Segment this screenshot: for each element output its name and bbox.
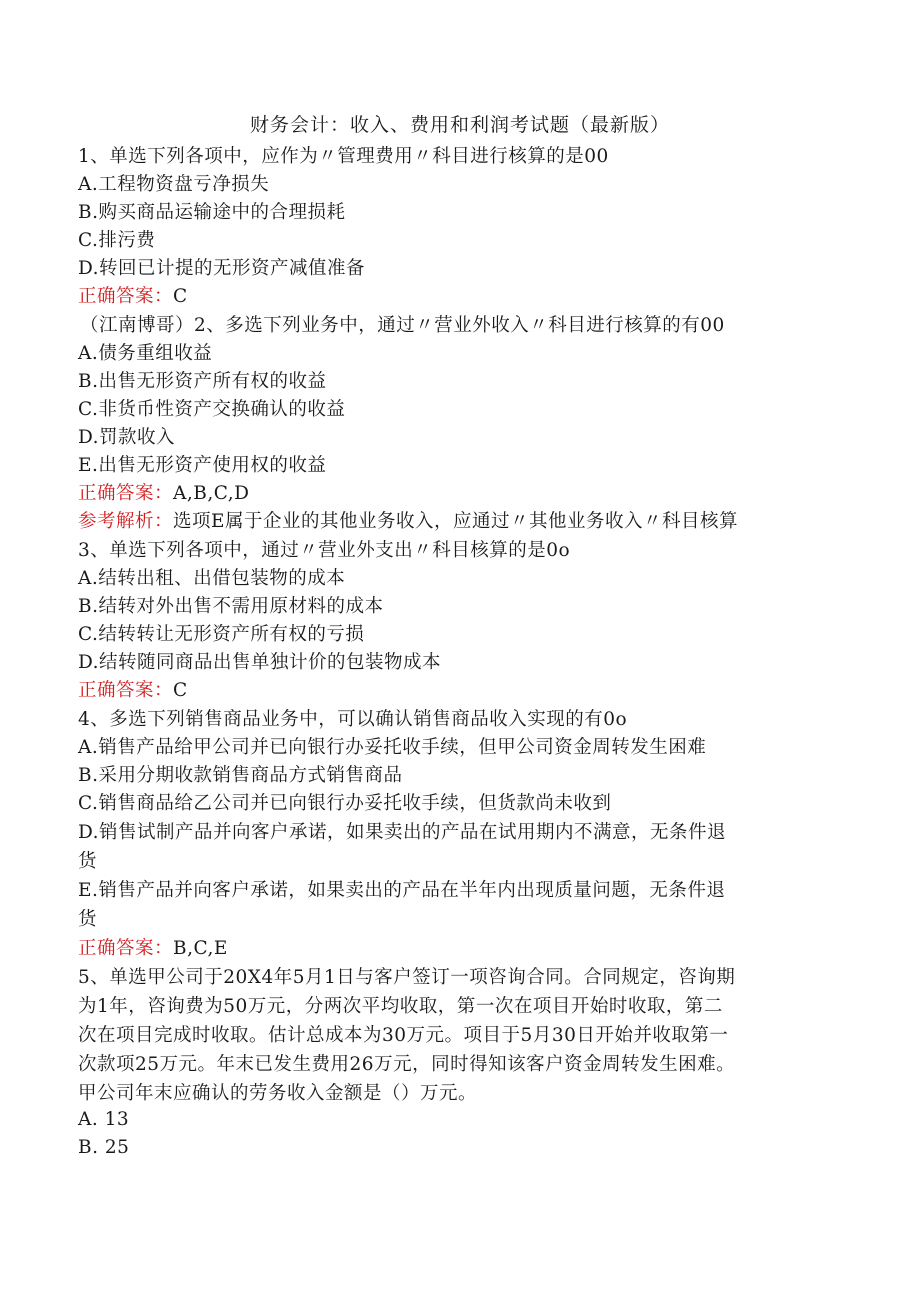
question-3-option-a: A.结转出租、出借包装物的成本 <box>78 568 346 589</box>
answer-value: C <box>173 286 188 307</box>
question-2-option-d: D.罚款收入 <box>78 427 176 448</box>
question-5-stem-line3: 次在项目完成时收取。估计总成本为30万元。项目于5月30日开始并收取第一 <box>78 1025 729 1046</box>
question-1-answer <box>78 282 188 308</box>
question-5-stem-line4: 次款项25万元。年末已发生费用26万元，同时得知该客户资金周转发生困难。 <box>78 1054 736 1075</box>
question-4-answer <box>78 934 228 960</box>
answer-label: 正确答案： <box>78 286 174 307</box>
question-3-option-d: D.结转随同商品出售单独计价的包装物成本 <box>78 652 442 673</box>
analysis-label: 参考解析： <box>78 511 174 532</box>
question-2-stem: （江南博哥）2、多选下列业务中，通过〃营业外收入〃科目进行核算的有00 <box>80 315 725 336</box>
question-5-stem-line2: 为1年，咨询费为50万元，分两次平均收取，第一次在项目开始时收取，第二 <box>78 996 723 1017</box>
question-3-option-c: C.结转转让无形资产所有权的亏损 <box>78 624 365 645</box>
question-1-option-a: A.工程物资盘亏净损失 <box>78 174 270 195</box>
answer-value: C <box>173 680 188 701</box>
question-3-stem: 3、单选下列各项中，通过〃营业外支出〃科目核算的是0o <box>78 540 571 561</box>
question-1-stem: 1、单选下列各项中，应作为〃管理费用〃科目进行核算的是00 <box>78 146 609 167</box>
question-4-option-d-line1: D.销售试制产品并向客户承诺，如果卖出的产品在试用期内不满意，无条件退 <box>78 822 727 843</box>
question-4-option-a: A.销售产品给甲公司并已向银行办妥托收手续，但甲公司资金周转发生困难 <box>78 737 707 758</box>
question-4-option-c: C.销售商品给乙公司并已向银行办妥托收手续，但货款尚未收到 <box>78 793 612 814</box>
answer-label: 正确答案： <box>78 680 174 701</box>
question-5-option-a: A. 13 <box>78 1109 130 1130</box>
question-1-option-c: C.排污费 <box>78 230 156 251</box>
answer-value: B,C,E <box>173 938 228 959</box>
answer-label: 正确答案： <box>78 938 174 959</box>
question-2-option-e: E.出售无形资产使用权的收益 <box>78 455 327 476</box>
question-2-option-c: C.非货币性资产交换确认的收益 <box>78 399 346 420</box>
answer-value: A,B,C,D <box>173 483 250 504</box>
question-5-stem-line5: 甲公司年末应确认的劳务收入金额是（）万元。 <box>78 1083 478 1104</box>
question-3-answer <box>78 676 188 702</box>
answer-label: 正确答案： <box>78 483 174 504</box>
analysis-text: 选项E属于企业的其他业务收入，应通过〃其他业务收入〃科目核算 <box>173 511 739 532</box>
question-2-analysis <box>78 507 738 533</box>
question-5-stem-line1: 5、单选甲公司于20X4年5月1日与客户签订一项咨询合同。合同规定，咨询期 <box>78 967 736 988</box>
page-title: 财务会计：收入、费用和利润考试题（最新版） <box>249 114 670 136</box>
question-2-option-a: A.债务重组收益 <box>78 343 213 364</box>
question-1-option-d: D.转回已计提的无形资产减值准备 <box>78 258 366 279</box>
question-4-stem: 4、多选下列销售商品业务中，可以确认销售商品收入实现的有0o <box>78 709 628 730</box>
question-2-option-b: B.出售无形资产所有权的收益 <box>78 371 327 392</box>
question-4-option-d-line2: 货 <box>78 851 98 872</box>
question-1-option-b: B.购买商品运输途中的合理损耗 <box>78 202 346 223</box>
question-4-option-e-line1: E.销售产品并向客户承诺，如果卖出的产品在半年内出现质量问题，无条件退 <box>78 880 726 901</box>
question-4-option-b: B.采用分期收款销售商品方式销售商品 <box>78 765 403 786</box>
question-4-option-e-line2: 货 <box>78 909 98 930</box>
question-3-option-b: B.结转对外出售不需用原材料的成本 <box>78 596 384 617</box>
question-2-answer <box>78 479 249 505</box>
question-5-option-b: B. 25 <box>78 1137 130 1158</box>
